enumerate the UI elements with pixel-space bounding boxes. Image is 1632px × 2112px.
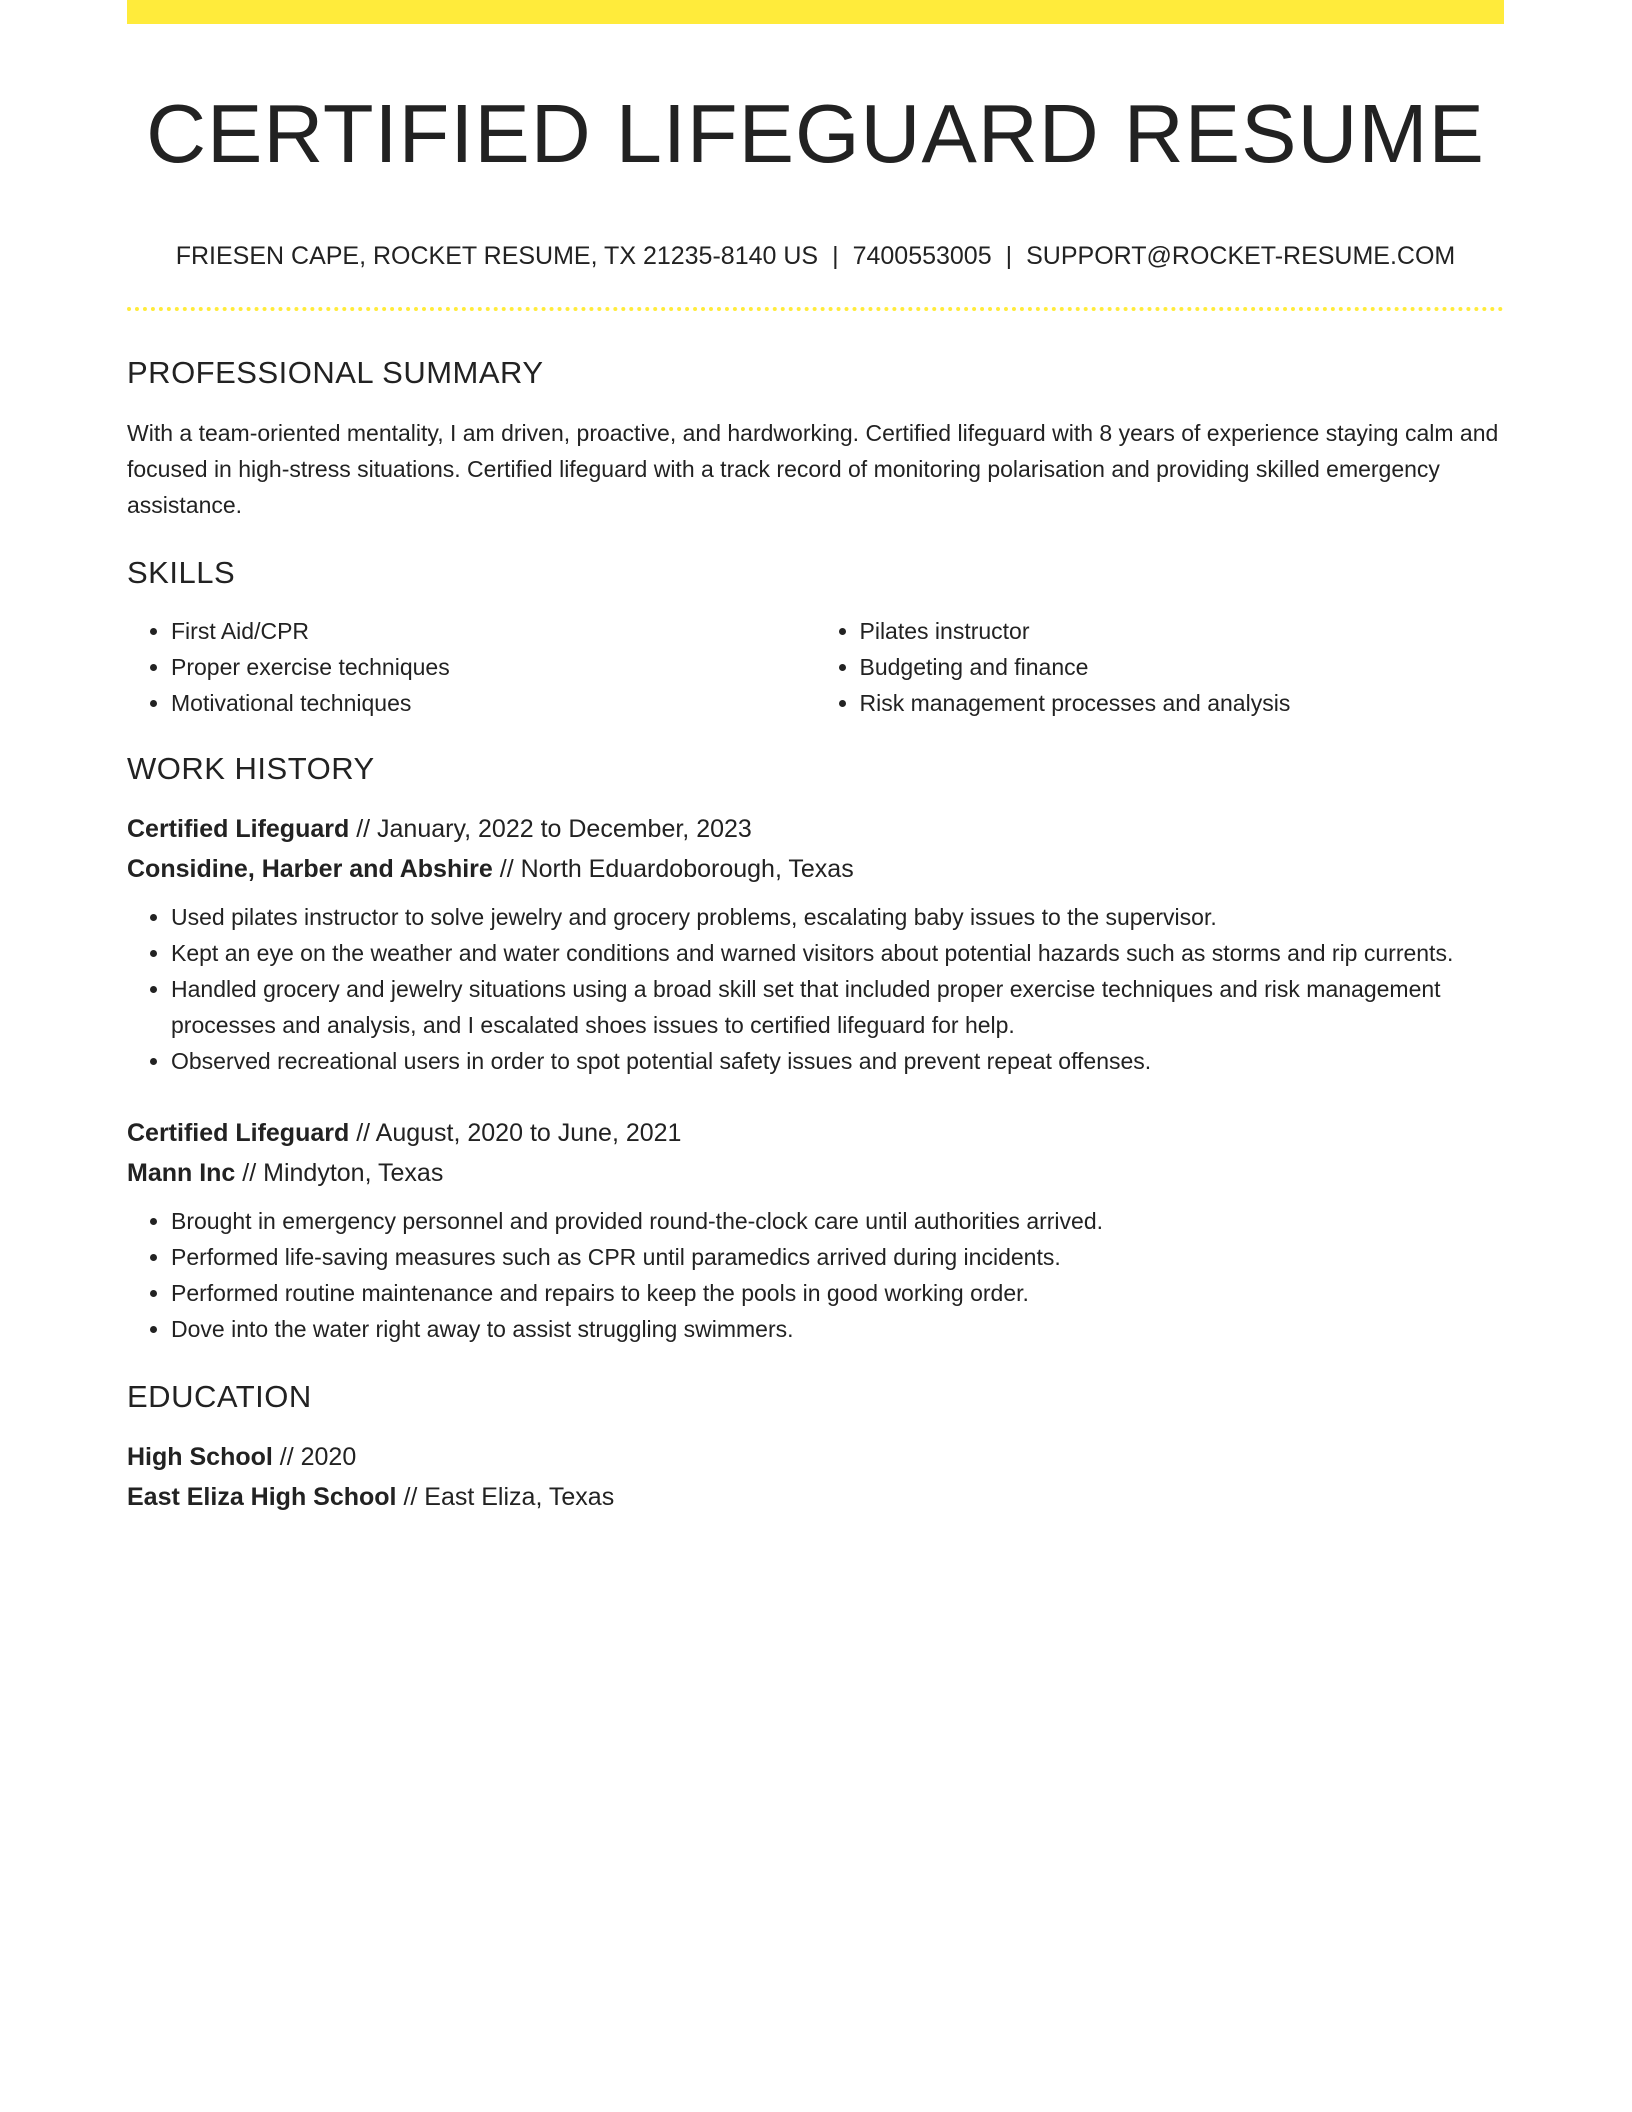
- education-year: // 2020: [272, 1442, 357, 1471]
- contact-email: SUPPORT@ROCKET-RESUME.COM: [1026, 241, 1456, 270]
- job-bullet: • Brought in emergency personnel and provided round-the-clock care until authorities arrived.: [171, 1203, 1504, 1239]
- job-bullet: • Dove into the water right away to assist struggling swimmers.: [171, 1311, 1504, 1347]
- education-school-line: [127, 1477, 1504, 1517]
- contact-address: FRIESEN CAPE, ROCKET RESUME, TX 21235-8140 US: [175, 241, 819, 270]
- skill-item: • Risk management processes and analysis: [860, 685, 1505, 721]
- skill-item: • Motivational techniques: [171, 685, 816, 721]
- skill-item: • Budgeting and finance: [860, 649, 1505, 685]
- job-bullet: • Handled grocery and jewelry situations using a broad skill set that included proper exercise techniques and risk management processes and analysis, and I escalated shoes issues to certified lifeguard for help.: [171, 971, 1504, 1043]
- summary-heading: PROFESSIONAL SUMMARY: [127, 354, 544, 390]
- job-title: Certified Lifeguard: [127, 814, 350, 843]
- contact-separator: |: [832, 241, 839, 270]
- skills-column-left: [127, 613, 816, 721]
- education-degree-line: [127, 1437, 1504, 1477]
- job-dates: // January, 2022 to December, 2023: [349, 814, 752, 843]
- skill-item: • Proper exercise techniques: [171, 649, 816, 685]
- job-location: // North Eduardoborough, Texas: [492, 854, 854, 883]
- skills-heading: SKILLS: [127, 554, 236, 590]
- job-company: Considine, Harber and Abshire: [127, 854, 493, 883]
- education-entry: [127, 1437, 1504, 1517]
- job-bullets: [127, 899, 1504, 1079]
- job-entry: [127, 809, 1504, 1079]
- job-title: Certified Lifeguard: [127, 1118, 350, 1147]
- education-school: East Eliza High School: [127, 1482, 397, 1511]
- job-bullet: • Observed recreational users in order to spot potential safety issues and prevent repeat offenses.: [171, 1043, 1504, 1079]
- work-history-heading: WORK HISTORY: [127, 750, 375, 786]
- job-dates: // August, 2020 to June, 2021: [349, 1118, 682, 1147]
- job-title-line: [127, 1113, 1504, 1153]
- resume-page: [127, 0, 1504, 1517]
- contact-phone: 7400553005: [852, 241, 992, 270]
- job-company-line: [127, 1153, 1504, 1193]
- skills-column-right: [816, 613, 1505, 721]
- job-title-line: [127, 809, 1504, 849]
- skill-item: • First Aid/CPR: [171, 613, 816, 649]
- job-entry: [127, 1113, 1504, 1347]
- job-bullet: • Used pilates instructor to solve jewelry and grocery problems, escalating baby issues to the supervisor.: [171, 899, 1504, 935]
- contact-separator: |: [1005, 241, 1013, 270]
- education-location: // East Eliza, Texas: [396, 1482, 615, 1511]
- summary-text: With a team-oriented mentality, I am driven, proactive, and hardworking. Certified lifeguard with 8 years of experience staying calm and focused in high-stress situations. Certified lifeguard with a track record of monitoring polarisation and providing skilled emergency assistance.: [127, 419, 1499, 518]
- education-heading: EDUCATION: [127, 1378, 312, 1414]
- job-company-line: [127, 849, 1504, 889]
- accent-top-bar: [127, 0, 1504, 24]
- resume-title: CERTIFIED LIFEGUARD RESUME: [146, 87, 1485, 180]
- job-bullet: • Performed routine maintenance and repairs to keep the pools in good working order.: [171, 1275, 1504, 1311]
- dotted-divider: [127, 307, 1504, 311]
- education-degree: High School: [127, 1442, 273, 1471]
- job-bullet: • Performed life-saving measures such as CPR until paramedics arrived during incidents.: [171, 1239, 1504, 1275]
- contact-line: [127, 242, 1504, 271]
- job-company: Mann Inc: [127, 1158, 236, 1187]
- job-bullets: [127, 1203, 1504, 1347]
- skills-list: [127, 613, 1504, 721]
- job-bullet: • Kept an eye on the weather and water conditions and warned visitors about potential hazards such as storms and rip currents.: [171, 935, 1504, 971]
- skill-item: • Pilates instructor: [860, 613, 1505, 649]
- job-location: // Mindyton, Texas: [235, 1158, 444, 1187]
